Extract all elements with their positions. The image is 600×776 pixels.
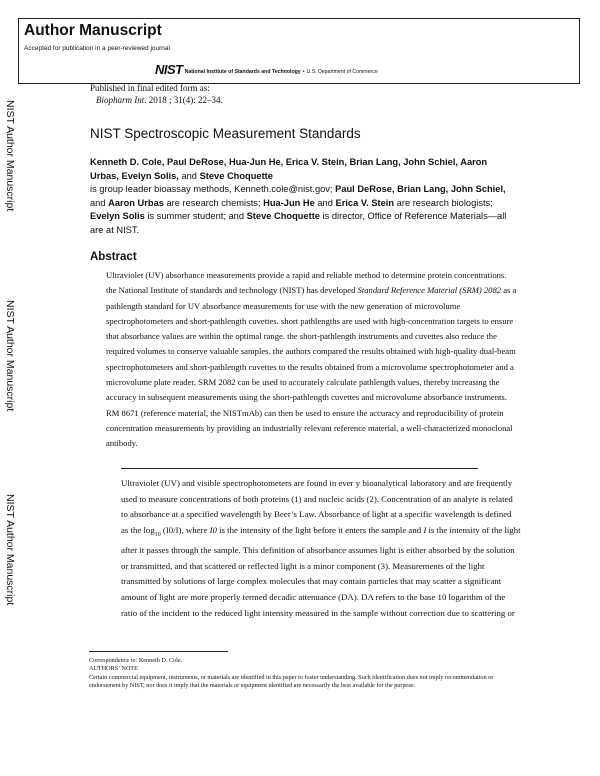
footnote-note: Certain commercial equipment, instruments, or materials are identified in this paper to foster understanding. Such identification does not imply recommendation or endorsement by NIST, nor does it imply that the materials or equipment identified are necessarily the best available for the purpose. [89,673,494,690]
nist-logo: NIST [155,62,183,77]
nist-logo-row [155,63,378,77]
body-t2: (I0/I), where [160,524,210,535]
abstract-srm: Standard Reference Material (SRM) 2082 [357,285,502,296]
nist-institute: National Institute of Standards and Technology [184,69,301,75]
aff4-text: is summer student; and [147,211,245,222]
header-title: Author Manuscript [24,22,162,39]
abstract-p1: Ultraviolet (UV) absorbance measurements provide a rapid and reliable method to determine protein concentrations. the National Institute of standards and technology (NIST) has developed [106,270,507,296]
manuscript-header [18,18,580,84]
side-watermark-3: NIST Author Manuscript [4,494,16,606]
aff3-text: are research biologists; [396,197,493,208]
aff4-name: Evelyn Solis [90,211,145,222]
body-t1: Ultraviolet (UV) and visible spectrophotometers are found in ever y bioanalytical laboratory and are frequently used to measure concentrations of both proteins (1) and nucleic acids (2). Concentration of an analyte is related to absorbance at a specified wavelength by Beer’s Law. Absorbance of light at a specific wavelength is defined as the log [121,478,513,535]
header-accepted: Accepted for publication in a peer-reviewed journal [24,45,170,52]
side-watermark-1: NIST Author Manuscript [4,100,16,212]
body-i1: I0 [209,524,217,535]
citation-rest: . 2018 ; 31(4): 22–34. [144,95,223,105]
authors-last: Steve Choquette [199,170,273,181]
article-title: NIST Spectroscopic Measurement Standards [90,126,361,141]
authors-block [90,156,520,238]
body-text [121,476,521,621]
aff5-name: Steve Choquette [246,211,320,222]
footnote-correspondence: Correspondence to: Kenneth D. Cole. [89,657,183,664]
footnote-note-heading: AUTHORS’ NOTE [89,665,138,673]
abstract-divider [121,468,478,469]
authors-and: and [181,170,197,181]
footnote [89,657,519,691]
abstract-text [106,268,518,452]
aff5-text: is director, Office of Reference Materials—all are at NIST. [90,211,507,235]
body-t3: is the intensity of the light before it enters the sample and [216,524,424,535]
aff1-names: Paul DeRose, Brian Lang, John Schiel, [335,184,506,195]
citation [96,95,223,105]
authors-line2: Urbas, Evelyn Solis, [90,170,179,181]
body-i2: I [423,524,427,535]
aff3-name2: Erica V. Stein [335,197,395,208]
aff2-name: Aaron Urbas [108,197,164,208]
body-sub: 10 [154,531,161,538]
aff3-names: Hua-Jun He [263,197,315,208]
abstract-heading: Abstract [90,251,137,263]
aff2-text: are research chemists; [166,197,261,208]
nist-department: U.S. Department of Commerce [306,69,378,75]
authors-line1: Kenneth D. Cole, Paul DeRose, Hua-Jun He, Erica V. Stein, Brian Lang, John Schiel, Aaron [90,157,488,167]
body-t4: is the intensity of the light after it passes through the sample. This definition of absorbance assumes light is either absorbed by the solution or transmitted, and that scattered or reflected light is a minor component (3). Measurements of the light transmitted by solutions of large complex molecules that may contain particles that may scatter a significant amount of light are more properly termed decadic attenuance (DA). DA refers to the base 10 logarithm of the ratio of the incident to the reduced light intensity measured in the sample without correction due to scattering or [121,524,521,618]
journal-name: Biopharm Int [96,95,145,105]
published-line: Published in final edited form as: [90,83,210,93]
aff3-and: and [317,197,333,208]
footnote-divider [89,651,228,652]
header-separator: • [302,69,305,75]
side-watermark-2: NIST Author Manuscript [4,300,16,412]
aff1-text: is group leader bioassay methods, Kenneth.cole@nist.gov; [90,184,333,195]
abstract-p2: as a pathlength standard for UV absorbance measurements for use with the new generation of microvolume spectrophotometers and short-pathlength cuvettes. short pathlengths are used with high-concentration targets to ensure that absorbance values are within the optimal range. the short-pathlength instruments and cuvettes also reduce the required volumes to conserve valuable samples. the authors compared the results obtained with high-quality dual-beam spectrophotometers and short-pathlength cuvettes to the results obtained from a microvolume spectrophotometer and a microvolume plate reader. SRM 2082 can be used to accurately calculate pathlength values, thereby increasing the accuracy in subsequent measurements using the short-pathlength cuvettes and microvolume absorbance instruments. RM 8671 (reference material, the NISTmAb) can then be used to ensure the accuracy and reproducibility of protein concentration measurements by providing an industrially relevant reference material, a well-characterized monoclonal antibody. [106,285,517,449]
aff-and: and [90,197,106,208]
